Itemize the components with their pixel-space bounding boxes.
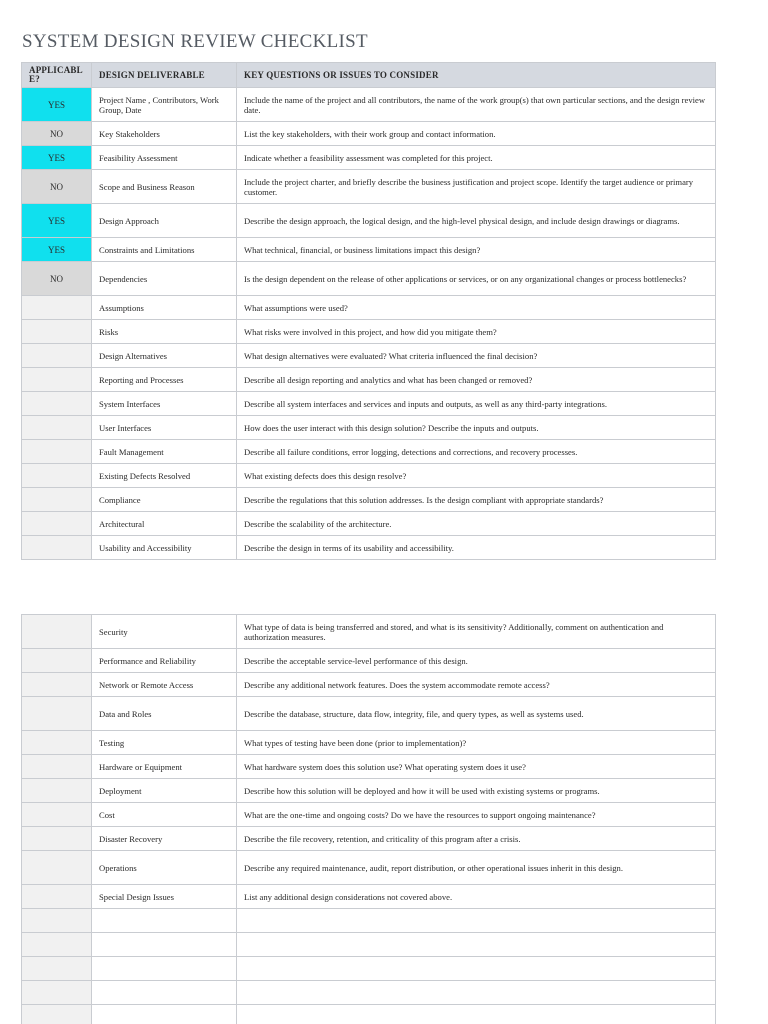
header-design-deliverable: DESIGN DELIVERABLE (92, 63, 237, 88)
key-question-cell (237, 981, 716, 1005)
checklist-table-1 (21, 62, 716, 560)
applicable-cell[interactable] (22, 615, 92, 649)
table-row (22, 262, 716, 296)
applicable-cell[interactable] (22, 981, 92, 1005)
applicable-cell[interactable] (22, 649, 92, 673)
table-row (22, 779, 716, 803)
key-question-cell: Describe the file recovery, retention, and criticality of this program after a crisis. (237, 827, 716, 851)
design-deliverable-cell (92, 981, 237, 1005)
applicable-cell[interactable] (22, 1005, 92, 1024)
applicable-cell[interactable]: NO (22, 122, 92, 146)
design-deliverable-cell: Compliance (92, 488, 237, 512)
applicable-cell[interactable] (22, 957, 92, 981)
key-question-cell: Describe any required maintenance, audit, report distribution, or other operational issues inherit in this design. (237, 851, 716, 885)
design-deliverable-cell: User Interfaces (92, 416, 237, 440)
table-row (22, 851, 716, 885)
table-row (22, 320, 716, 344)
design-deliverable-cell (92, 909, 237, 933)
key-question-cell: What existing defects does this design resolve? (237, 464, 716, 488)
applicable-cell[interactable] (22, 392, 92, 416)
key-question-cell: Describe all system interfaces and services and inputs and outputs, as well as any third-party integrations. (237, 392, 716, 416)
design-deliverable-cell: Scope and Business Reason (92, 170, 237, 204)
design-deliverable-cell: Feasibility Assessment (92, 146, 237, 170)
design-deliverable-cell: Performance and Reliability (92, 649, 237, 673)
table-row (22, 122, 716, 146)
key-question-cell: Describe how this solution will be deployed and how it will be used with existing systems or programs. (237, 779, 716, 803)
key-question-cell: What design alternatives were evaluated? What criteria influenced the final decision? (237, 344, 716, 368)
key-question-cell: Is the design dependent on the release of other applications or services, or on any organizational changes or process bottlenecks? (237, 262, 716, 296)
table-row (22, 392, 716, 416)
design-deliverable-cell (92, 933, 237, 957)
key-question-cell: Describe any additional network features. Does the system accommodate remote access? (237, 673, 716, 697)
applicable-cell[interactable] (22, 536, 92, 560)
key-question-cell: Describe the database, structure, data flow, integrity, file, and query types, as well as systems used. (237, 697, 716, 731)
design-deliverable-cell: Network or Remote Access (92, 673, 237, 697)
applicable-cell[interactable] (22, 320, 92, 344)
table-row (22, 88, 716, 122)
applicable-cell[interactable] (22, 512, 92, 536)
applicable-cell[interactable] (22, 731, 92, 755)
design-deliverable-cell: Fault Management (92, 440, 237, 464)
table-row (22, 464, 716, 488)
design-deliverable-cell: Assumptions (92, 296, 237, 320)
table-row (22, 933, 716, 957)
table-row (22, 803, 716, 827)
key-question-cell: Indicate whether a feasibility assessment was completed for this project. (237, 146, 716, 170)
design-deliverable-cell: Existing Defects Resolved (92, 464, 237, 488)
design-deliverable-cell: Disaster Recovery (92, 827, 237, 851)
applicable-cell[interactable]: NO (22, 262, 92, 296)
table-row (22, 731, 716, 755)
design-deliverable-cell: Operations (92, 851, 237, 885)
key-question-cell: What technical, financial, or business limitations impact this design? (237, 238, 716, 262)
applicable-cell[interactable] (22, 803, 92, 827)
design-deliverable-cell (92, 957, 237, 981)
applicable-cell[interactable] (22, 368, 92, 392)
applicable-cell[interactable]: NO (22, 170, 92, 204)
page-title: SYSTEM DESIGN REVIEW CHECKLIST (22, 31, 368, 52)
design-deliverable-cell: Cost (92, 803, 237, 827)
table-row (22, 1005, 716, 1024)
table-row (22, 981, 716, 1005)
design-deliverable-cell: Architectural (92, 512, 237, 536)
key-question-cell: What risks were involved in this project, and how did you mitigate them? (237, 320, 716, 344)
design-deliverable-cell: Security (92, 615, 237, 649)
key-question-cell: List any additional design considerations not covered above. (237, 885, 716, 909)
applicable-cell[interactable] (22, 697, 92, 731)
key-question-cell: What hardware system does this solution use? What operating system does it use? (237, 755, 716, 779)
applicable-cell[interactable] (22, 933, 92, 957)
table-row (22, 957, 716, 981)
key-question-cell: Include the name of the project and all contributors, the name of the work group(s) that own particular sections, and the design review date. (237, 88, 716, 122)
design-deliverable-cell: Data and Roles (92, 697, 237, 731)
header-key-questions: KEY QUESTIONS OR ISSUES TO CONSIDER (237, 63, 716, 88)
key-question-cell: Describe the design approach, the logical design, and the high-level physical design, and include design drawings or diagrams. (237, 204, 716, 238)
design-deliverable-cell: Deployment (92, 779, 237, 803)
design-deliverable-cell: Special Design Issues (92, 885, 237, 909)
key-question-cell: Describe the acceptable service-level performance of this design. (237, 649, 716, 673)
design-deliverable-cell: Design Alternatives (92, 344, 237, 368)
applicable-cell[interactable]: YES (22, 238, 92, 262)
table-row (22, 697, 716, 731)
table-row (22, 615, 716, 649)
applicable-cell[interactable] (22, 851, 92, 885)
table-row (22, 512, 716, 536)
checklist-table-2 (21, 614, 716, 1024)
table-row (22, 296, 716, 320)
design-deliverable-cell: Constraints and Limitations (92, 238, 237, 262)
header-applicable: APPLICABL E? (22, 63, 92, 88)
applicable-cell[interactable]: YES (22, 204, 92, 238)
table-row (22, 536, 716, 560)
design-deliverable-cell: Risks (92, 320, 237, 344)
key-question-cell (237, 1005, 716, 1024)
table-row (22, 146, 716, 170)
applicable-cell[interactable]: YES (22, 146, 92, 170)
table-row (22, 238, 716, 262)
applicable-cell[interactable]: YES (22, 88, 92, 122)
key-question-cell: What types of testing have been done (prior to implementation)? (237, 731, 716, 755)
table-row (22, 368, 716, 392)
design-deliverable-cell: System Interfaces (92, 392, 237, 416)
applicable-cell[interactable] (22, 755, 92, 779)
design-deliverable-cell: Key Stakeholders (92, 122, 237, 146)
table-row (22, 827, 716, 851)
table-row (22, 488, 716, 512)
design-deliverable-cell: Design Approach (92, 204, 237, 238)
applicable-cell[interactable] (22, 416, 92, 440)
applicable-cell[interactable] (22, 779, 92, 803)
key-question-cell: What are the one-time and ongoing costs? Do we have the resources to support ongoing maintenance? (237, 803, 716, 827)
table-row (22, 755, 716, 779)
key-question-cell: Describe all design reporting and analytics and what has been changed or removed? (237, 368, 716, 392)
applicable-cell[interactable] (22, 827, 92, 851)
applicable-cell[interactable] (22, 464, 92, 488)
key-question-cell: Include the project charter, and briefly describe the business justification and project scope. Identify the target audience or primary customer. (237, 170, 716, 204)
applicable-cell[interactable] (22, 344, 92, 368)
design-deliverable-cell: Hardware or Equipment (92, 755, 237, 779)
key-question-cell: Describe the design in terms of its usability and accessibility. (237, 536, 716, 560)
applicable-cell[interactable] (22, 673, 92, 697)
key-question-cell: What assumptions were used? (237, 296, 716, 320)
key-question-cell: How does the user interact with this design solution? Describe the inputs and outputs. (237, 416, 716, 440)
table-row (22, 204, 716, 238)
table-row (22, 909, 716, 933)
applicable-cell[interactable] (22, 909, 92, 933)
table-row (22, 440, 716, 464)
applicable-cell[interactable] (22, 885, 92, 909)
table-row (22, 170, 716, 204)
design-deliverable-cell (92, 1005, 237, 1024)
design-deliverable-cell: Reporting and Processes (92, 368, 237, 392)
table-row (22, 344, 716, 368)
key-question-cell (237, 909, 716, 933)
key-question-cell: Describe the regulations that this solution addresses. Is the design compliant with appropriate standards? (237, 488, 716, 512)
applicable-cell[interactable] (22, 440, 92, 464)
key-question-cell (237, 933, 716, 957)
design-deliverable-cell: Dependencies (92, 262, 237, 296)
design-deliverable-cell: Testing (92, 731, 237, 755)
applicable-cell[interactable] (22, 296, 92, 320)
key-question-cell: Describe all failure conditions, error logging, detections and corrections, and recovery processes. (237, 440, 716, 464)
applicable-cell[interactable] (22, 488, 92, 512)
design-deliverable-cell: Usability and Accessibility (92, 536, 237, 560)
key-question-cell: What type of data is being transferred and stored, and what is its sensitivity? Additionally, comment on authentication and authorization measures. (237, 615, 716, 649)
table-row (22, 649, 716, 673)
key-question-cell (237, 957, 716, 981)
table-row (22, 416, 716, 440)
key-question-cell: List the key stakeholders, with their work group and contact information. (237, 122, 716, 146)
key-question-cell: Describe the scalability of the architecture. (237, 512, 716, 536)
design-deliverable-cell: Project Name , Contributors, Work Group, Date (92, 88, 237, 122)
table-row (22, 673, 716, 697)
table-row (22, 885, 716, 909)
